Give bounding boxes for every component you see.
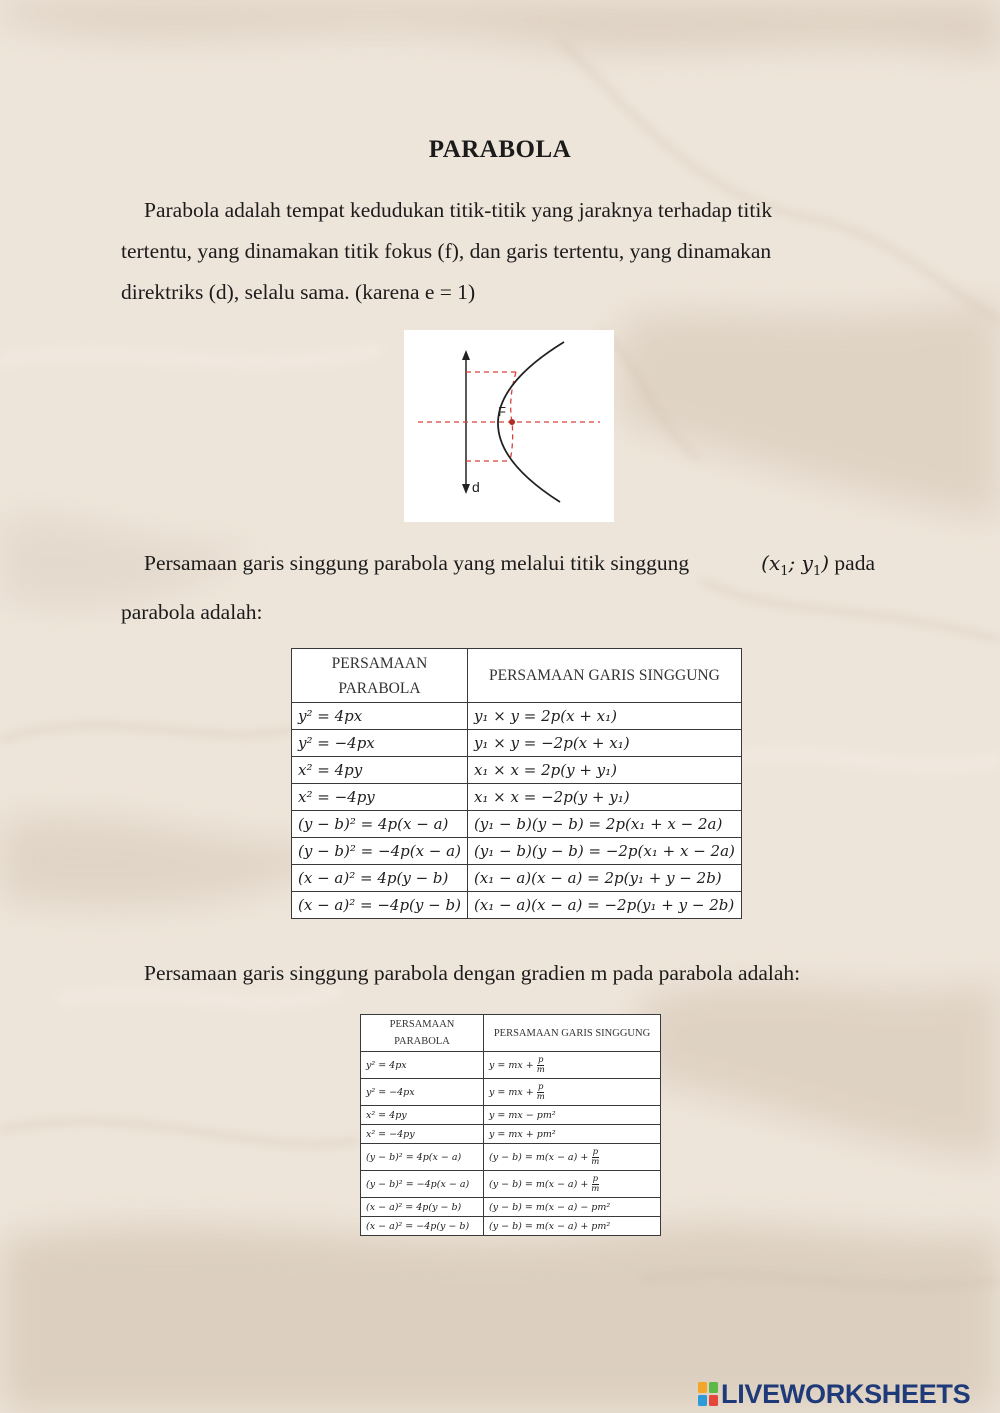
liveworksheets-logo-icon: [697, 1380, 719, 1408]
table-row: (y − b)² = 4p(x − a) (y − b) = m(x − a) + $\frac{p}{m}$: [361, 1144, 661, 1171]
table-row: y² = −4px y = mx + $\frac{p}{m}$: [361, 1079, 661, 1106]
liveworksheets-logo-text: LIVEWORKSHEETS: [721, 1378, 971, 1409]
directrix-label: d: [472, 479, 480, 495]
liveworksheets-logo[interactable]: [697, 1378, 970, 1410]
intro-paragraph: [121, 190, 875, 313]
directrix-arrow-down-icon: [462, 484, 470, 494]
table-row: (y − b)² = −4p(x − a) (y − b) = m(x − a) + $\frac{p}{m}$: [361, 1171, 661, 1198]
table-row: (y − b)² = −4p(x − a) (y₁ − b)(y − b) = −2p(x₁ + x − 2a): [292, 838, 742, 865]
intro-line-1: Parabola adalah tempat kedudukan titik-titik yang jaraknya terhadap titik: [144, 198, 773, 222]
table-header-row: [361, 1015, 661, 1052]
tangent-point-table: [291, 648, 742, 919]
header-tangent: PERSAMAAN GARIS SINGGUNG: [484, 1015, 661, 1052]
table-header-row: [292, 649, 742, 703]
tangent-point-line-2: parabola adalah:: [121, 600, 263, 624]
tangent-point-paragraph: [121, 543, 875, 633]
fraction: $\frac{p}{m}$: [536, 1054, 545, 1075]
table-row: x² = 4py y = mx − pm²: [361, 1106, 661, 1125]
fraction: $\frac{p}{m}$: [591, 1146, 600, 1167]
parabola-diagram: [404, 330, 614, 522]
table-row: y² = 4px y = mx + $\frac{p}{m}$: [361, 1052, 661, 1079]
focus-label: F: [498, 404, 506, 419]
table-row: (x − a)² = −4p(y − b) (x₁ − a)(x − a) = −2p(y₁ + y − 2b): [292, 892, 742, 919]
tangent-point-coords: ($x_1$; $y_1$): [761, 551, 830, 579]
tangent-point-line-1: Persamaan garis singgung parabola yang melalui titik singgung ($x_1$; $y_1$) pada: [144, 551, 875, 579]
tangent-gradient-table: [360, 1014, 661, 1236]
focus-point: [509, 419, 515, 425]
fraction: $\frac{p}{m}$: [536, 1081, 545, 1102]
table-row: y² = 4px y₁ × y = 2p(x + x₁): [292, 703, 742, 730]
fraction: $\frac{p}{m}$: [591, 1173, 600, 1194]
table-row: (x − a)² = 4p(y − b) (y − b) = m(x − a) − pm²: [361, 1198, 661, 1217]
table-row: (x − a)² = 4p(y − b) (x₁ − a)(x − a) = 2p(y₁ + y − 2b): [292, 865, 742, 892]
header-parabola: PERSAMAAN PARABOLA: [361, 1015, 484, 1052]
header-parabola: PERSAMAAN PARABOLA: [292, 649, 468, 703]
table-row: (y − b)² = 4p(x − a) (y₁ − b)(y − b) = 2p(x₁ + x − 2a): [292, 811, 742, 838]
header-tangent: PERSAMAAN GARIS SINGGUNG: [467, 649, 741, 703]
intro-line-3: direktriks (d), selalu sama. (karena e = 1): [121, 280, 476, 304]
intro-line-2: tertentu, yang dinamakan titik fokus (f), dan garis tertentu, yang dinamakan: [121, 239, 772, 263]
table-row: x² = 4py x₁ × x = 2p(y + y₁): [292, 757, 742, 784]
directrix-arrow-up-icon: [462, 350, 470, 360]
table-row: x² = −4py x₁ × x = −2p(y + y₁): [292, 784, 742, 811]
gradient-paragraph: Persamaan garis singgung parabola dengan gradien m pada parabola adalah:: [144, 961, 801, 985]
table-row: x² = −4py y = mx + pm²: [361, 1125, 661, 1144]
table-row: y² = −4px y₁ × y = −2p(x + x₁): [292, 730, 742, 757]
page-title: PARABOLA: [428, 136, 572, 163]
table-row: (x − a)² = −4p(y − b) (y − b) = m(x − a) + pm²: [361, 1217, 661, 1236]
